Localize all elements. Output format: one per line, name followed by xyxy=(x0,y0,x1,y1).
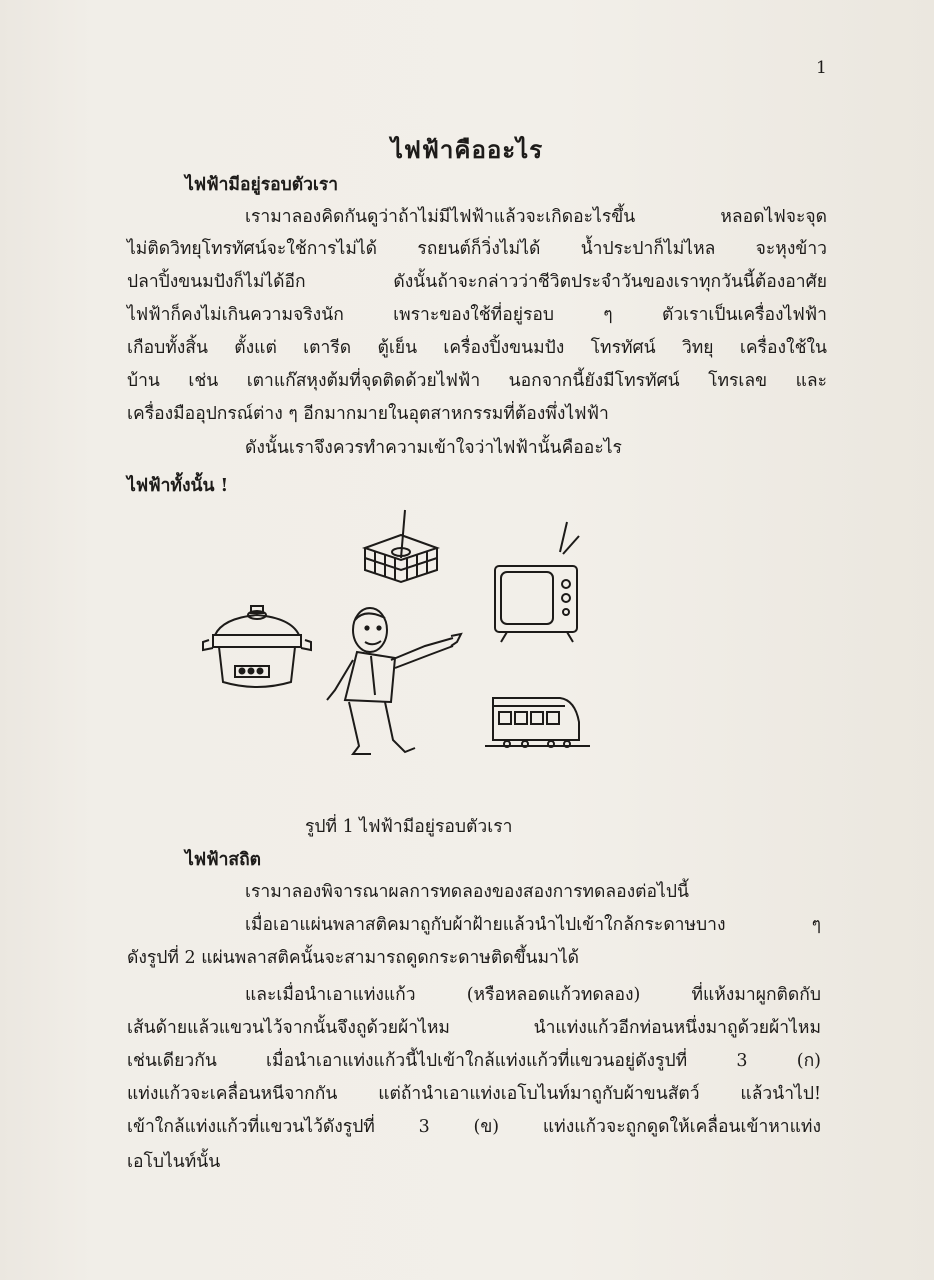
paragraph-line: เกือบทั้งสิ้น ตั้งแต่ เตารีด ตู้เย็น เครื่องปิ้งขนมปัง โทรทัศน์ วิทยุ เครื่องใช้ใน xyxy=(127,338,827,358)
train-drawing xyxy=(485,698,590,747)
page-number: 1 xyxy=(816,58,827,78)
paragraph-line: ปลาปิ้งขนมปังก็ไม่ได้อีก ดังนั้นถ้าจะกล่าวว่าชีวิตประจำวันของเราทุกวันนี้ต้องอาศัย xyxy=(127,272,827,292)
paragraph-line: ดังนั้นเราจึงควรทำความเข้าใจว่าไฟฟ้านั้นคืออะไร xyxy=(245,438,622,458)
figure-1-caption: รูปที่ 1 ไฟฟ้ามีอยู่รอบตัวเรา xyxy=(305,817,513,837)
paragraph-line: บ้าน เช่น เตาแก๊สหุงต้มที่จุดติดด้วยไฟฟ้า นอกจากนี้ยังมีโทรทัศน์ โทรเลข และ xyxy=(127,371,827,391)
section-heading-electricity-around-us: ไฟฟ้ามีอยู่รอบตัวเรา xyxy=(185,175,339,195)
paragraph-line: ดังรูปที่ 2 แผ่นพลาสติคนั้นจะสามารถดูดกระดาษติดขึ้นมาได้ xyxy=(127,948,580,968)
exclamation-line: ไฟฟ้าทั้งนั้น ! xyxy=(127,476,229,496)
paragraph-line: และเมื่อนำเอาแท่งแก้ว (หรือหลอดแก้วทดลอง) ที่แห้งมาผูกติดกับ xyxy=(245,985,821,1005)
paragraph-line: เมื่อเอาแผ่นพลาสติคมาถูกับผ้าฝ้ายแล้วนำไปเข้าใกล้กระดาษบาง ๆ xyxy=(245,915,821,935)
rice-cooker-drawing xyxy=(203,606,311,687)
lamp-drawing xyxy=(365,510,437,582)
paragraph-line: ไม่ติดวิทยุโทรทัศน์จะใช้การไม่ได้ รถยนต์ก็วิ่งไม่ได้ น้ำประปาก็ไม่ไหล จะหุงข้าว xyxy=(127,239,827,259)
paragraph-line: เรามาลองพิจารณาผลการทดลองของสองการทดลองต่อไปนี้ xyxy=(245,882,689,902)
man-pointing-drawing xyxy=(327,608,461,754)
page-title: ไฟฟ้าคืออะไร xyxy=(390,135,544,164)
television-drawing xyxy=(495,522,579,642)
paragraph-line: เครื่องมืออุปกรณ์ต่าง ๆ อีกมากมายในอุตสาหกรรมที่ต้องพึ่งไฟฟ้า xyxy=(127,404,609,424)
paragraph-line: ไฟฟ้าก็คงไม่เกินความจริงนัก เพราะของใช้ที่อยู่รอบ ๆ ตัวเราเป็นเครื่องไฟฟ้า xyxy=(127,305,827,325)
section-heading-static-electricity: ไฟฟ้าสถิต xyxy=(185,850,262,870)
paragraph-line: เช่นเดียวกัน เมื่อนำเอาแท่งแก้วนี้ไปเข้าใกล้แท่งแก้วที่แขวนอยู่ดังรูปที่ 3 (ก) xyxy=(127,1051,821,1071)
paragraph-line: เส้นด้ายแล้วแขวนไว้จากนั้นจึงถูด้วยผ้าไหม นำแท่งแก้วอีกท่อนหนึ่งมาถูด้วยผ้าไหม xyxy=(127,1018,821,1038)
paragraph-line: แท่งแก้วจะเคลื่อนหนีจากกัน แต่ถ้านำเอาแท่งเอโบไนท์มาถูกับผ้าขนสัตว์ แล้วนำไป! xyxy=(127,1084,821,1104)
figure-1-illustration xyxy=(195,500,615,770)
paragraph-line: เข้าใกล้แท่งแก้วที่แขวนไว้ดังรูปที่ 3 (ข) แท่งแก้วจะถูกดูดให้เคลื่อนเข้าหาแท่ง xyxy=(127,1117,821,1137)
paragraph-line: เอโบไนท์นั้น xyxy=(127,1152,221,1172)
paragraph-line: เรามาลองคิดกันดูว่าถ้าไม่มีไฟฟ้าแล้วจะเกิดอะไรขึ้น หลอดไฟจะจุด xyxy=(245,207,827,227)
